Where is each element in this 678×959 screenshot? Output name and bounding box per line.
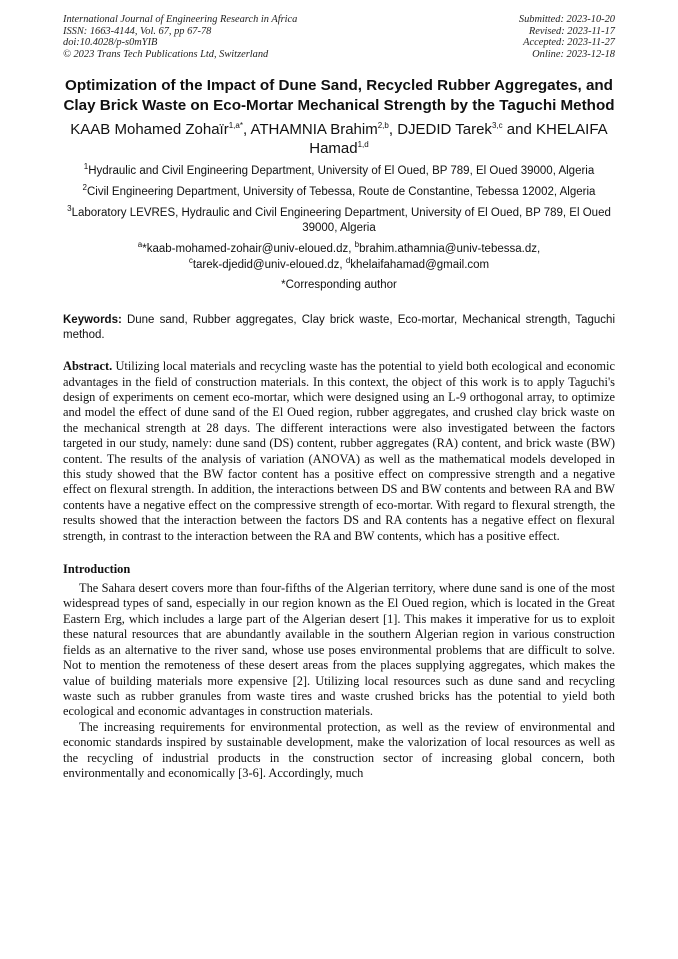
revised-date: Revised: 2023-11-17 — [528, 25, 615, 37]
author-affil-marker: 1,a* — [228, 120, 243, 130]
affiliation-text: Laboratory LEVRES, Hydraulic and Civil Engineering Department, University of El Oued, BP 789, El Oued 39000, Algeria — [71, 206, 611, 235]
keywords-label: Keywords: — [63, 313, 122, 326]
body-paragraph: The Sahara desert covers more than four-fifths of the Algerian territory, where dune sand is one of the most widespread types of sand, especially in our region known as the El Oued region, which is located in the Great Eastern Erg, which includes a large part of the Algerian desert [1]. This makes it imperative for us to exploit these natural resources that are abundantly available in the southern Algerian region in various construction fields as an alternative to the river sand, whose use poses environmental problems that are difficult to solve. Not to mention the remoteness of these desert areas from the places supplying aggregates, which makes the value of building materials more expensive [2]. Utilizing local resources such as dune sand and recycling waste such as rubber granules from waste tires and waste crushed bricks has the potential to yield both ecological and economic advantages in construction materials. — [63, 581, 615, 719]
affiliation — [63, 206, 615, 236]
author-emails — [63, 242, 615, 272]
email-link[interactable]: *kaab-mohamed-zohair@univ-eloued.dz, — [142, 243, 355, 256]
author-separator: and — [502, 120, 536, 138]
author-affil-marker: 1,d — [357, 139, 369, 149]
affiliation-marker: 1 — [83, 161, 89, 171]
abstract-label: Abstract. — [63, 359, 113, 374]
journal-issn: ISSN: 1663-4144, Vol. 67, pp 67-78 — [63, 25, 212, 37]
journal-header — [63, 14, 615, 60]
affiliation-text: Civil Engineering Department, University of Tebessa, Route de Constantine, Tebessa 12002, Algeria — [87, 185, 596, 198]
email-link[interactable]: tarek-djedid@univ-eloued.dz, — [192, 258, 346, 271]
corresponding-author-note: *Corresponding author — [281, 278, 397, 291]
affiliation-text: Hydraulic and Civil Engineering Department, University of El Oued, BP 789, El Oued 39000, Algeria — [88, 164, 595, 177]
abstract — [63, 359, 615, 544]
publication-dates — [519, 14, 615, 60]
author-separator: , — [388, 120, 398, 138]
paper-title: Optimization of the Impact of Dune Sand, Recycled Rubber Aggregates, and Clay Brick Waste on Eco-Mortar Mechanical Strength by the Taguchi Method — [63, 77, 615, 114]
affiliation — [63, 182, 615, 200]
author-list — [63, 120, 615, 158]
online-date: Online: 2023-12-18 — [532, 48, 615, 60]
keywords-text: Dune sand, Rubber aggregates, Clay brick waste, Eco-mortar, Mechanical strength, Taguchi method. — [63, 313, 615, 341]
affiliation-marker: 2 — [82, 182, 87, 192]
email-line — [63, 255, 615, 273]
abstract-text: Utilizing local materials and recycling waste has the potential to yield both ecological and economic advantages in the field of construction materials. In this context, the object of this work is to apply Taguchi's design of experiments on cement eco-mortar, which were designed using an L-9 orthogonal array, to optimize and model the effect of dune sand of the El Oued region, rubber aggregates, and crushed clay brick waste on the mechanical strength at 28 days. The different interactions were also investigated between the factors targeted in our study, namely: dune sand (DS) content, rubber aggregates (RA) content, and brick waste (BW) content. The results of the analysis of variation (ANOVA) as well as the mathematical models developed in this study showed that the BW factor content has a positive effect on compressive strength and a negative effect on flexural strength. In addition, the interactions between DS and BW contents and between RA and BW contents have a negative effect on the compressive strength of eco-mortar. With regard to flexural strength, the results showed that the interaction between the factors DS and RA contents has a negative effect on flexural strength, in contrast to the interaction between the RA and BW contents, which has a positive effect. — [63, 359, 615, 543]
author-name: ATHAMNIA Brahim — [250, 120, 378, 138]
submitted-date: Submitted: 2023-10-20 — [518, 14, 615, 25]
copyright: © 2023 Trans Tech Publications Ltd, Switzerland — [63, 48, 269, 60]
accepted-date: Accepted: 2023-11-27 — [523, 37, 615, 49]
email-line — [63, 242, 615, 257]
keywords — [63, 313, 615, 343]
email-link[interactable]: khelaifahamad@gmail.com — [350, 258, 490, 271]
author-affil-marker: 2,b — [377, 120, 389, 130]
author-name: KAAB Mohamed Zohaïr — [70, 120, 229, 138]
email-link[interactable]: brahim.athamnia@univ-tebessa.dz, — [359, 243, 541, 256]
section-heading: Introduction — [63, 562, 131, 577]
email-marker: d — [345, 255, 351, 265]
doi-link[interactable]: doi:10.4028/p-s0mYIB — [63, 37, 158, 49]
author-name: DJEDID Tarek — [397, 120, 492, 138]
affiliation — [63, 161, 615, 179]
body-paragraph: The increasing requirements for environmental protection, as well as the review of environmental and economic standards inspired by sustainable development, make the valorization of local resources as well as the recycling of industrial products in the construction sector of increasing global concern, both environmentally and economically [3-6]. Accordingly, much — [63, 719, 615, 780]
email-marker: a — [137, 240, 143, 250]
affiliation-marker: 3 — [67, 204, 72, 214]
email-marker: c — [188, 255, 193, 265]
author-affil-marker: 3,c — [491, 120, 503, 130]
author-name: KHELAIFA Hamad — [309, 120, 608, 157]
journal-name: International Journal of Engineering Research in Africa — [63, 14, 298, 25]
journal-info — [63, 14, 297, 60]
author-separator: , — [242, 120, 251, 138]
email-marker: b — [354, 240, 360, 250]
paper-page — [63, 14, 615, 781]
